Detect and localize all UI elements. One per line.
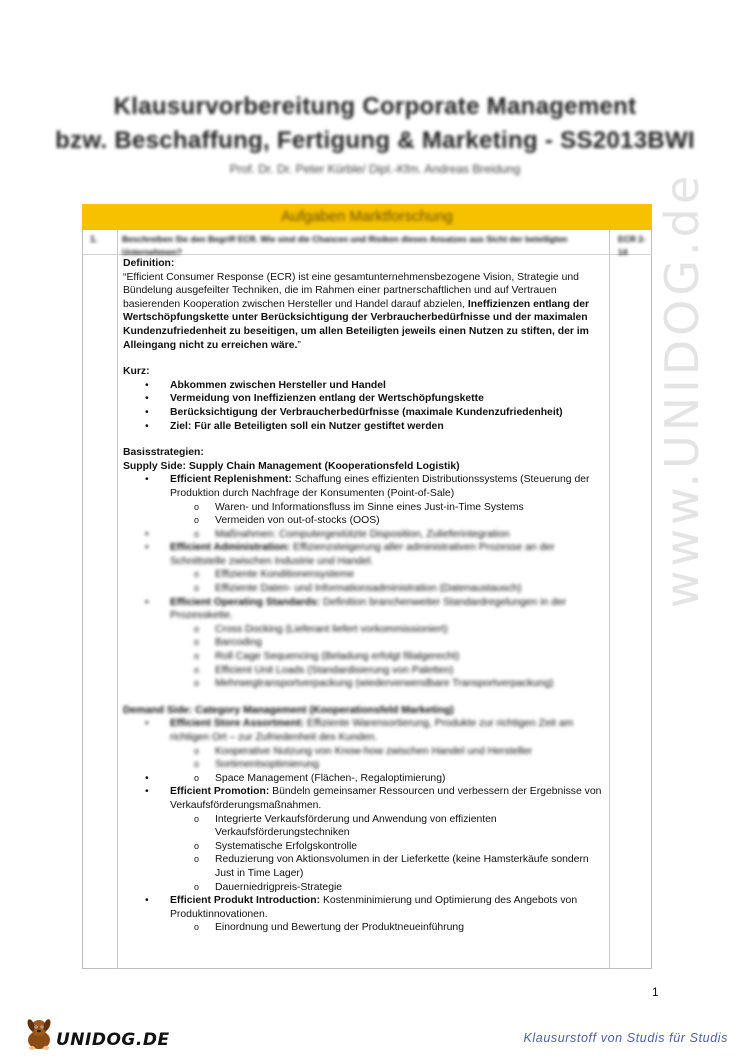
kurz-item: Ziel: Für alle Beteiligten soll ein Nutzer gestiftet werden: [170, 420, 444, 432]
answer-content: [123, 257, 606, 935]
sub-list-item: o Kooperative Nutzung von Know-how zwischen Handel und Hersteller: [170, 745, 606, 759]
sub-list-item: o Cross Docking (Lieferant liefert vorkommissioniert): [170, 623, 606, 637]
kurz-item: Berücksichtigung der Verbraucherbedürfnisse (maximale Kundenzufriedenheit): [170, 406, 563, 418]
sub-list-item: o Reduzierung von Aktionsvolumen in der Lieferkette (keine Hamsterkäufe sondern Just in Time Lager): [170, 853, 606, 880]
page-number: 1: [652, 985, 659, 999]
supply-strategy-list: [123, 473, 606, 527]
strategy-text: Effizienzsteigerung aller administrativen Prozesse an der Schnittstelle zwischen Industrie und Handel.: [170, 542, 555, 567]
sub-list-item: o Roll Cage Sequencing (Beladung erfolgt filialgerecht): [170, 650, 606, 664]
table-header: [82, 204, 652, 230]
sub-list-item: o Effiziente Daten- und Informationsadministration (Datenaustausch): [170, 582, 606, 596]
footer-tagline: Klausurstoff von Studis für Studis: [523, 1031, 728, 1045]
definition-label: Definition:: [123, 258, 175, 269]
definition-close-quote: ”: [297, 339, 301, 351]
demand-side-label: Demand Side: Category Management (Kooperationsfeld Marketing): [123, 704, 454, 716]
list-item: [123, 785, 606, 894]
list-item: [123, 406, 606, 420]
table-header-label: Aufgaben Marktforschung: [281, 208, 453, 225]
kurz-label: Kurz:: [123, 366, 150, 378]
list-item: [123, 392, 606, 406]
sub-list: [170, 501, 606, 528]
sub-list: [170, 623, 606, 691]
strategy-text: Definition branchenweiter Standardregelungen in der Prozesskette.: [170, 596, 567, 622]
strategy-title: Efficient Replenishment:: [170, 474, 292, 486]
supply-side-label: Supply Side: Supply Chain Management (Kooperationsfeld Logistik): [123, 460, 460, 472]
strategy-text: Schaffung eines effizienten Distributionssystems (Steuerung der Produktion durch Nachfrage der Konsumenten (Point-of-Sale): [170, 474, 590, 499]
strategy-text: Bündeln gemeinsamer Ressourcen und verbessern der Ergebnisse von Verkaufsförderungsmaßnahmen.: [170, 786, 602, 811]
question-reference: ECR 2-14: [618, 234, 646, 257]
question-number: 1.: [90, 234, 98, 244]
list-item: [123, 717, 606, 771]
list-item: [123, 473, 606, 527]
sub-list-item: o • Maßnahmen: Computergestützte Disposition, Zulieferintegration: [170, 528, 606, 542]
document-title-line2: bzw. Beschaffung, Fertigung & Marketing - SS2013BWI: [55, 127, 695, 154]
demand-strategy-list-continued: [123, 772, 606, 935]
list-item-continued: [123, 528, 606, 542]
strategy-title: Efficient Promotion:: [170, 786, 270, 798]
table-divider-left: [117, 230, 118, 969]
sub-list-item: o Integrierte Verkaufsförderung und Anwendung von effizienten Verkaufsförderungstechniken: [170, 813, 606, 840]
basis-label: Basisstrategien:: [123, 447, 204, 459]
sub-list: [170, 813, 606, 895]
list-item-continued: [123, 772, 606, 786]
watermark: [655, 171, 742, 609]
list-item: [123, 596, 606, 691]
sub-list-item: o Einordnung und Bewertung der Produktneueinführung: [170, 921, 606, 935]
dog-icon: [22, 1016, 56, 1052]
watermark-text: www.UNIDOG.de: [655, 171, 709, 609]
logo-text: UNIDOG.DE: [56, 1030, 170, 1050]
sub-list: [170, 528, 606, 542]
strategy-title: Efficient Administration:: [170, 542, 291, 554]
kurz-list: [123, 379, 606, 433]
strategy-title: Efficient Operating Standards:: [170, 596, 321, 608]
sub-list: [170, 745, 606, 772]
question-text: Beschreiben Sie den Begriff ECR. Wie sind die Chancen und Risiken dieses Ansatzes aus Sicht der beteiligten Unternehmen?: [122, 234, 568, 257]
supply-strategy-list-continued: [123, 528, 606, 691]
list-item: [123, 541, 606, 595]
list-item: [123, 894, 606, 935]
sub-list-item: o Mehrwegtransportverpackung (wiederverwendbare Transportverpackung): [170, 677, 606, 691]
document-title-line1: Klausurvorbereitung Corporate Management: [113, 93, 637, 120]
kurz-item: Vermeidung von Ineffizienzen entlang der Wertschöpfungskette: [170, 393, 484, 405]
sub-list: [170, 921, 606, 935]
demand-strategy-list: [123, 717, 606, 771]
definition-text: “Efficient Consumer Response (ECR) ist eine gesamtunternehmensbezogene Vision, Strategie und Bündelung ausgefeilter Techniken, die im Rahmen einer partnerschaftlichen und auf Vertrauen basierenden Kooperation zwischen Hersteller und Handel darauf abzielen,: [123, 271, 579, 310]
strategy-text: Kostenminimierung und Optimierung des Angebots von Produktinnovationen.: [170, 895, 578, 920]
sub-list-item: o Effiziente Konditionensysteme: [170, 568, 606, 582]
sub-list-item: o Systematische Erfolgskontrolle: [170, 840, 606, 854]
definition-bold-text: Ineffizienzen entlang der Wertschöpfungskette unter Berücksichtigung der Verbraucherbedürfnisse und der maximalen Kundenzufriedenheit zu beseitigen, um allen Beteiligten jeweils einen Nutzen zu stiften, der im Alleingang nicht zu erreichen wäre.: [123, 298, 590, 351]
list-item: [123, 379, 606, 393]
sub-list-item: o Efficient Unit Loads (Standardisierung von Paletten): [170, 664, 606, 678]
sub-list-item: o • Space Management (Flächen-, Regaloptimierung): [170, 772, 606, 786]
blurred-section-supply: [123, 528, 606, 772]
strategy-title: Efficient Produkt Introduction:: [170, 895, 321, 907]
sub-list: [170, 568, 606, 595]
definition-paragraph: [123, 271, 606, 353]
sub-list-item: o Dauerniedrigpreis-Strategie: [170, 881, 606, 895]
document-subtitle: Prof. Dr. Dr. Peter Kürble/ Dipl.-Kfm. Andreas Breidung: [229, 162, 521, 176]
sub-list-item: o Barcoding: [170, 636, 606, 650]
table-divider-right: [609, 230, 610, 969]
sub-list-item: o Waren- und Informationsfluss im Sinne eines Just-in-Time Systems: [170, 501, 606, 515]
strategy-title: Efficient Store Assortment:: [170, 718, 305, 730]
sub-list-item: o Sortimentsoptimierung: [170, 758, 606, 772]
unidog-logo[interactable]: [22, 1016, 172, 1052]
sub-list: [170, 772, 606, 786]
sub-list-item: o Vermeiden von out-of-stocks (OOS): [170, 514, 606, 528]
list-item: [123, 420, 606, 434]
strategy-text: Effiziente Warensortierung, Produkte zur richtigen Zeit am richtigen Ort – zur Zufriedenheit des Kunden.: [170, 718, 574, 743]
kurz-item: Abkommen zwischen Hersteller und Handel: [170, 379, 386, 391]
